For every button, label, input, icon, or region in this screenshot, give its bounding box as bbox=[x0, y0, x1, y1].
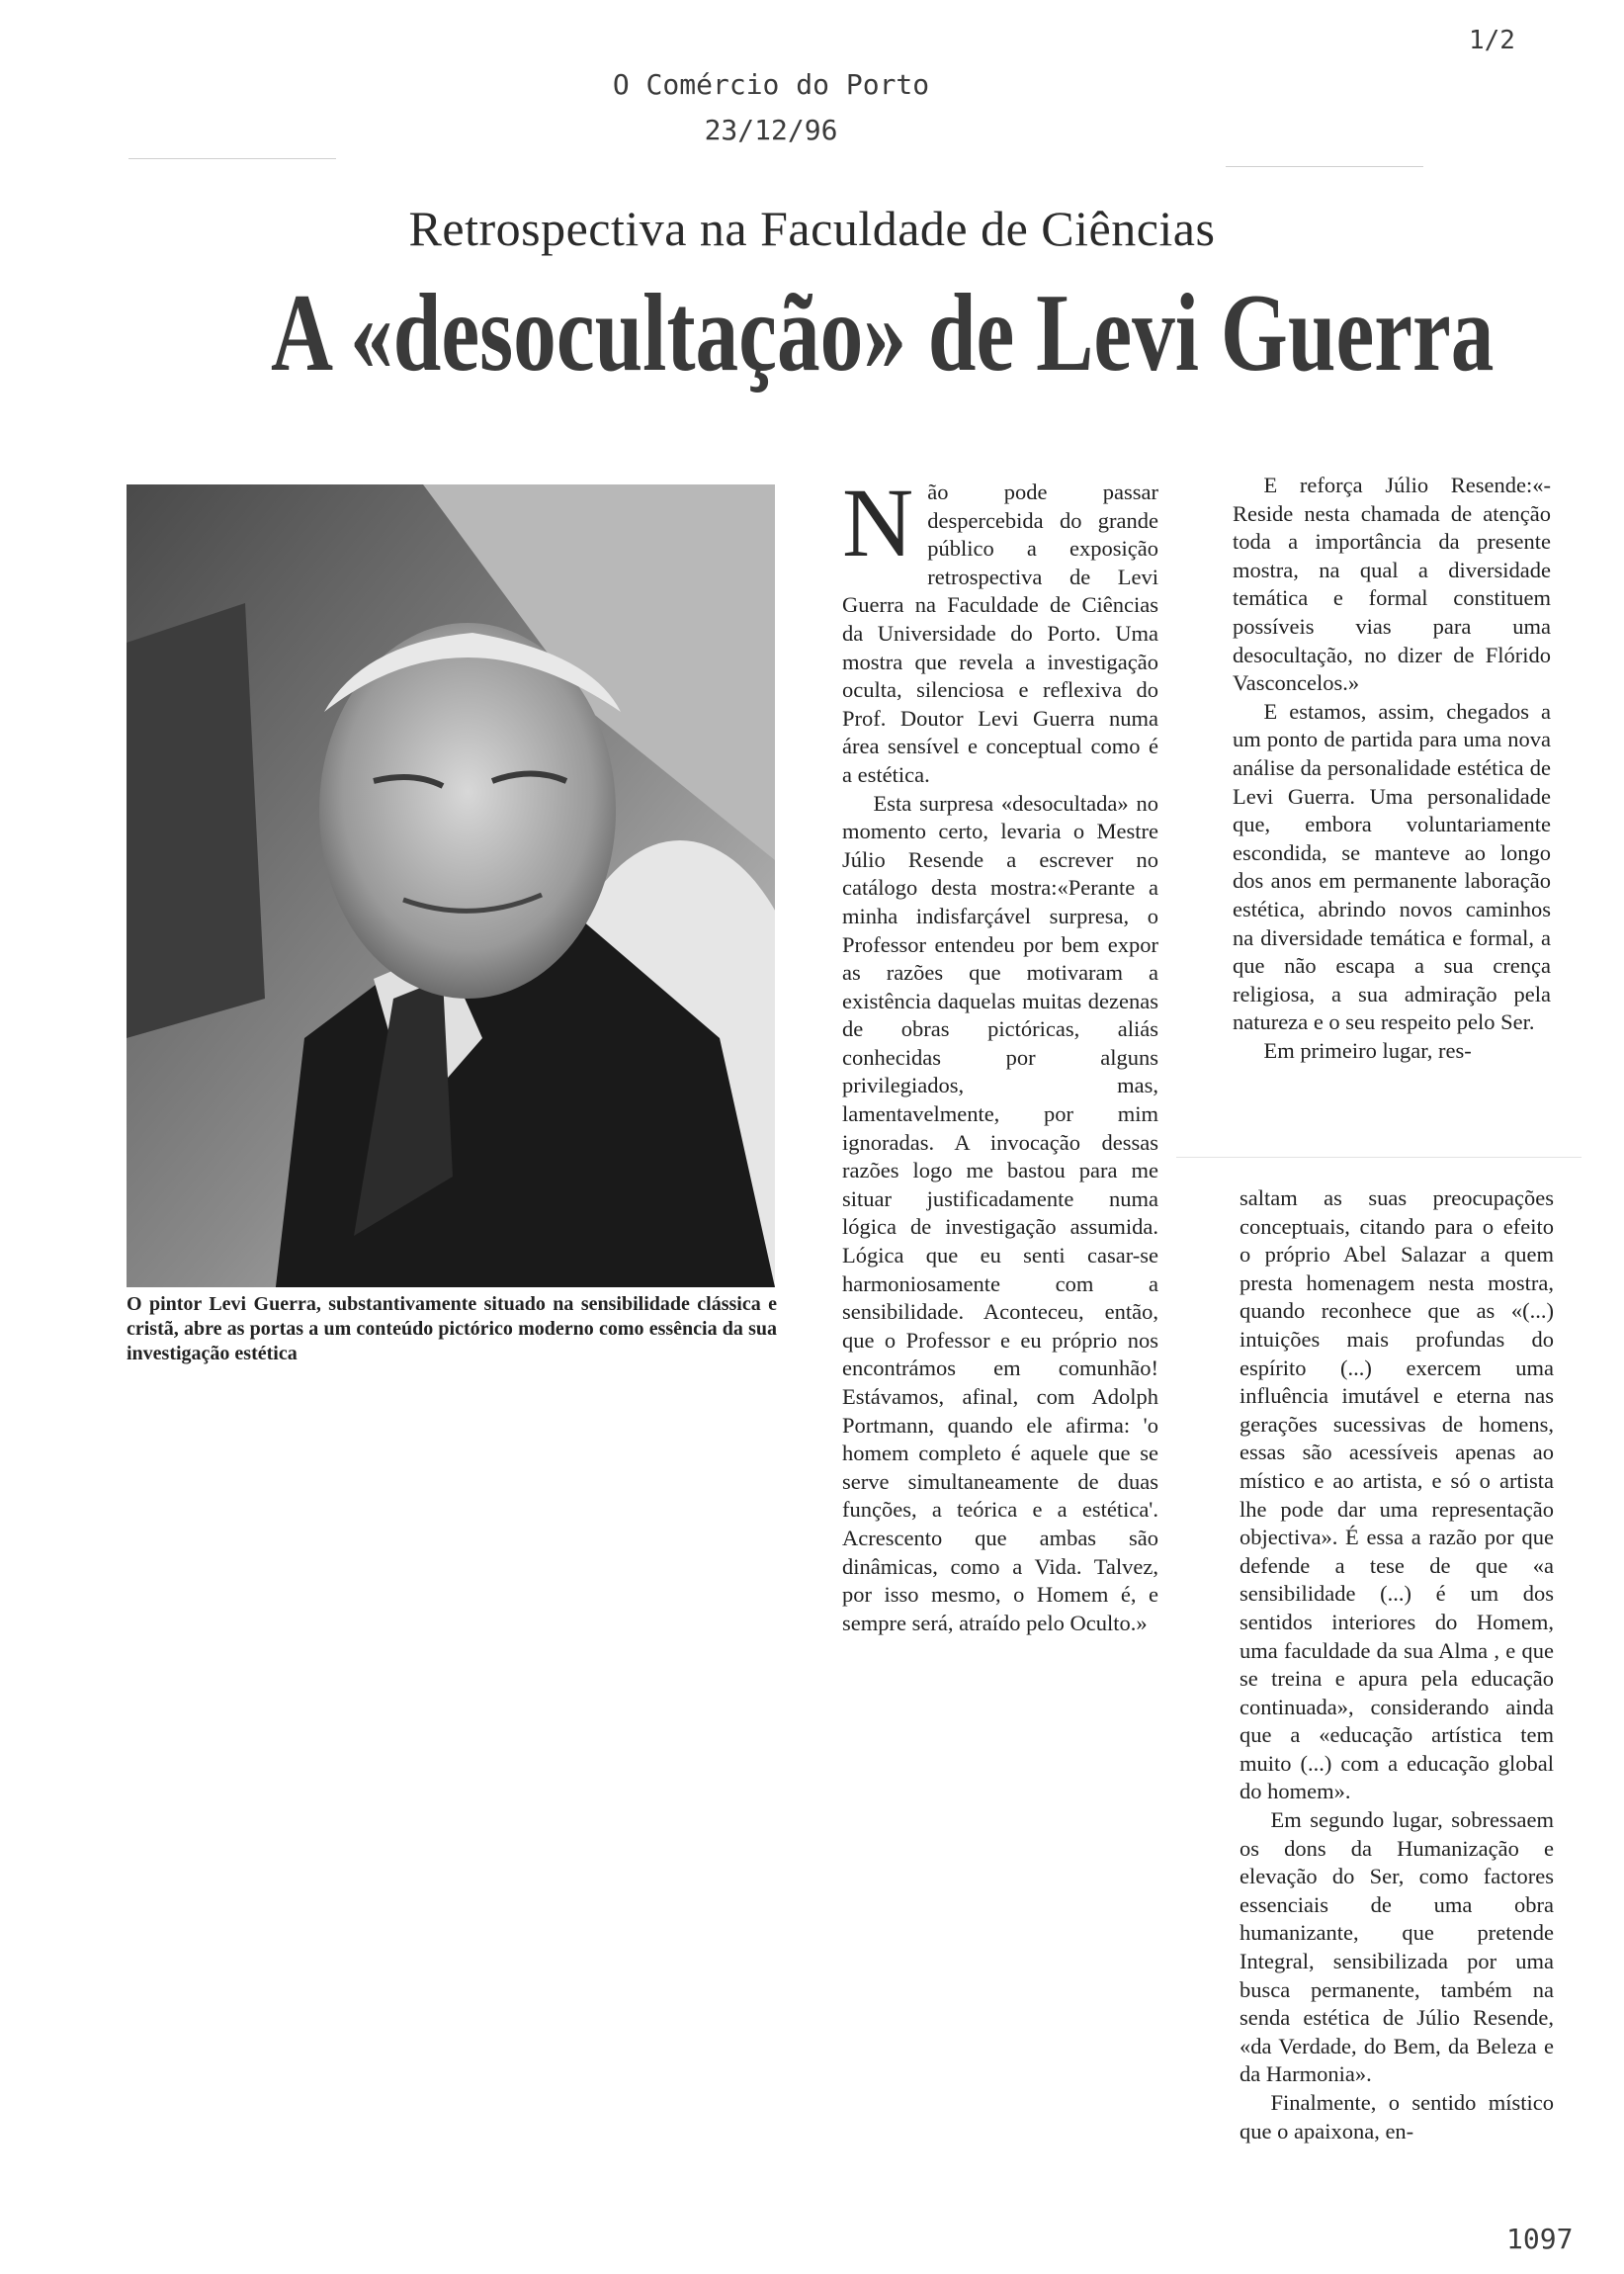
column-3-paragraph-4: saltam as suas preocupações conceptuais, citando para o efeito o próprio Abel Salazar a quem presta homenagem nesta mostra, quando reconhece que as «(...) intuições mais profundas do espírito (...) exercem uma influência imutável e eterna nas gerações sucessivas de homens, essas são acessíveis apenas ao místico e ao artista, e só o artista lhe pode dar uma representação objectiva». É essa a razão por que defende a tese de que «a sensibilidade (...) é um dos sentidos interiores do Homem, uma faculdade da sua Alma , e que se treina e apura pela educação continuada», considerando ainda que a «educação artística tem muito (...) com a educação global do homem». bbox=[1239, 1185, 1554, 1804]
publication-date: 23/12/96 bbox=[704, 114, 838, 146]
article-column-2 bbox=[842, 468, 1158, 1637]
column-3-paragraph-5: Em segundo lugar, sobressaem os dons da Humanização e elevação do Ser, como factores essenciais de uma obra humanizante, que pretende Integral, sensibilizada por uma busca permanente, também na senda estética de Júlio Resende, «da Verdade, do Bem, da Beleza e da Harmonia». bbox=[1239, 1807, 1554, 2087]
column-3-separator bbox=[1176, 1157, 1581, 1158]
page-number: 1097 bbox=[1506, 2223, 1574, 2255]
portrait-image bbox=[127, 484, 775, 1287]
article-kicker: Retrospectiva na Faculdade de Ciências bbox=[408, 201, 1216, 256]
column-2-paragraph-2: Esta surpresa «desocultada» no momento certo, levaria o Mestre Júlio Resende a escrever no catálogo desta mostra:«Perante a minha indisfarçável surpresa, o Professor entendeu por bem expor as razões que motivaram a existência daquelas muitas dezenas de obras pictóricas, aliás conhecidas por alguns privilegiados, mas, lamentavelmente, por mim ignoradas. A invocação dessas razões logo me bastou para me situar justificadamente numa lógica de investigação assumida. Lógica que eu senti casar-se harmoniosamente com a sensibilidade. Aconteceu, então, que o Professor e eu próprio nos encontrámos em comunhão! Estávamos, afinal, com Adolph Portmann, quando ele afirma: 'o homem completo é aquele que se serve simultaneamente de duas funções, a teórica e a estética'. Acrescento que ambas são dinâmicas, como a Vida. Talvez, por isso mesmo, o Homem é, e sempre será, atraído pelo Oculto.» bbox=[842, 790, 1158, 1635]
article-column-3-top bbox=[1233, 472, 1551, 1065]
photo-caption: O pintor Levi Guerra, substantivamente situado na sensibilidade clássica e cristã, abre as portas a um conteúdo pictórico moderno como essência da sua investigação estética bbox=[127, 1293, 777, 1364]
newspaper-name: O Comércio do Porto bbox=[612, 68, 930, 101]
column-3-paragraph-2: E estamos, assim, chegados a um ponto de partida para uma nova análise da personalidade estética de Levi Guerra. Uma personalidade que, embora voluntariamente escondida, se manteve ao longo dos anos em permanente laboração estética, abrindo novos caminhos na diversidade temática e formal, a que não escapa a sua crença religiosa, a sua admiração pela natureza e o seu respeito pelo Ser. bbox=[1233, 698, 1551, 1035]
page-marker: 1/2 bbox=[1469, 26, 1515, 55]
article-column-3-bottom bbox=[1239, 1184, 1554, 2145]
column-3-paragraph-6: Finalmente, o sentido místico que o apaixona, en- bbox=[1239, 2090, 1554, 2143]
column-2-paragraph-1-text: ão pode passar despercebida do grande público a exposição retrospectiva de Levi Guerra na Faculdade de Ciências da Universidade do Porto. Uma mostra que revela a investigação oculta, silenciosa e reflexiva do Prof. Doutor Levi Guerra numa área sensível e conceptual como é a estética. bbox=[842, 480, 1158, 787]
article-headline: A «desocultação» de Levi Guerra bbox=[271, 272, 1495, 394]
header-rule-left bbox=[128, 158, 336, 159]
drop-cap: N bbox=[842, 468, 914, 577]
column-3-paragraph-1: E reforça Júlio Resende:«-Reside nesta chamada de atenção toda a importância da presente mostra, na qual a diversidade temática e formal constituem possíveis vias para uma desocultação, no dizer de Flórido Vasconcelos.» bbox=[1233, 473, 1551, 696]
column-2-paragraph-1 bbox=[842, 468, 1158, 790]
column-3-paragraph-3: Em primeiro lugar, res- bbox=[1263, 1037, 1472, 1063]
portrait-photo bbox=[127, 484, 775, 1287]
header-rule-right bbox=[1226, 166, 1423, 167]
